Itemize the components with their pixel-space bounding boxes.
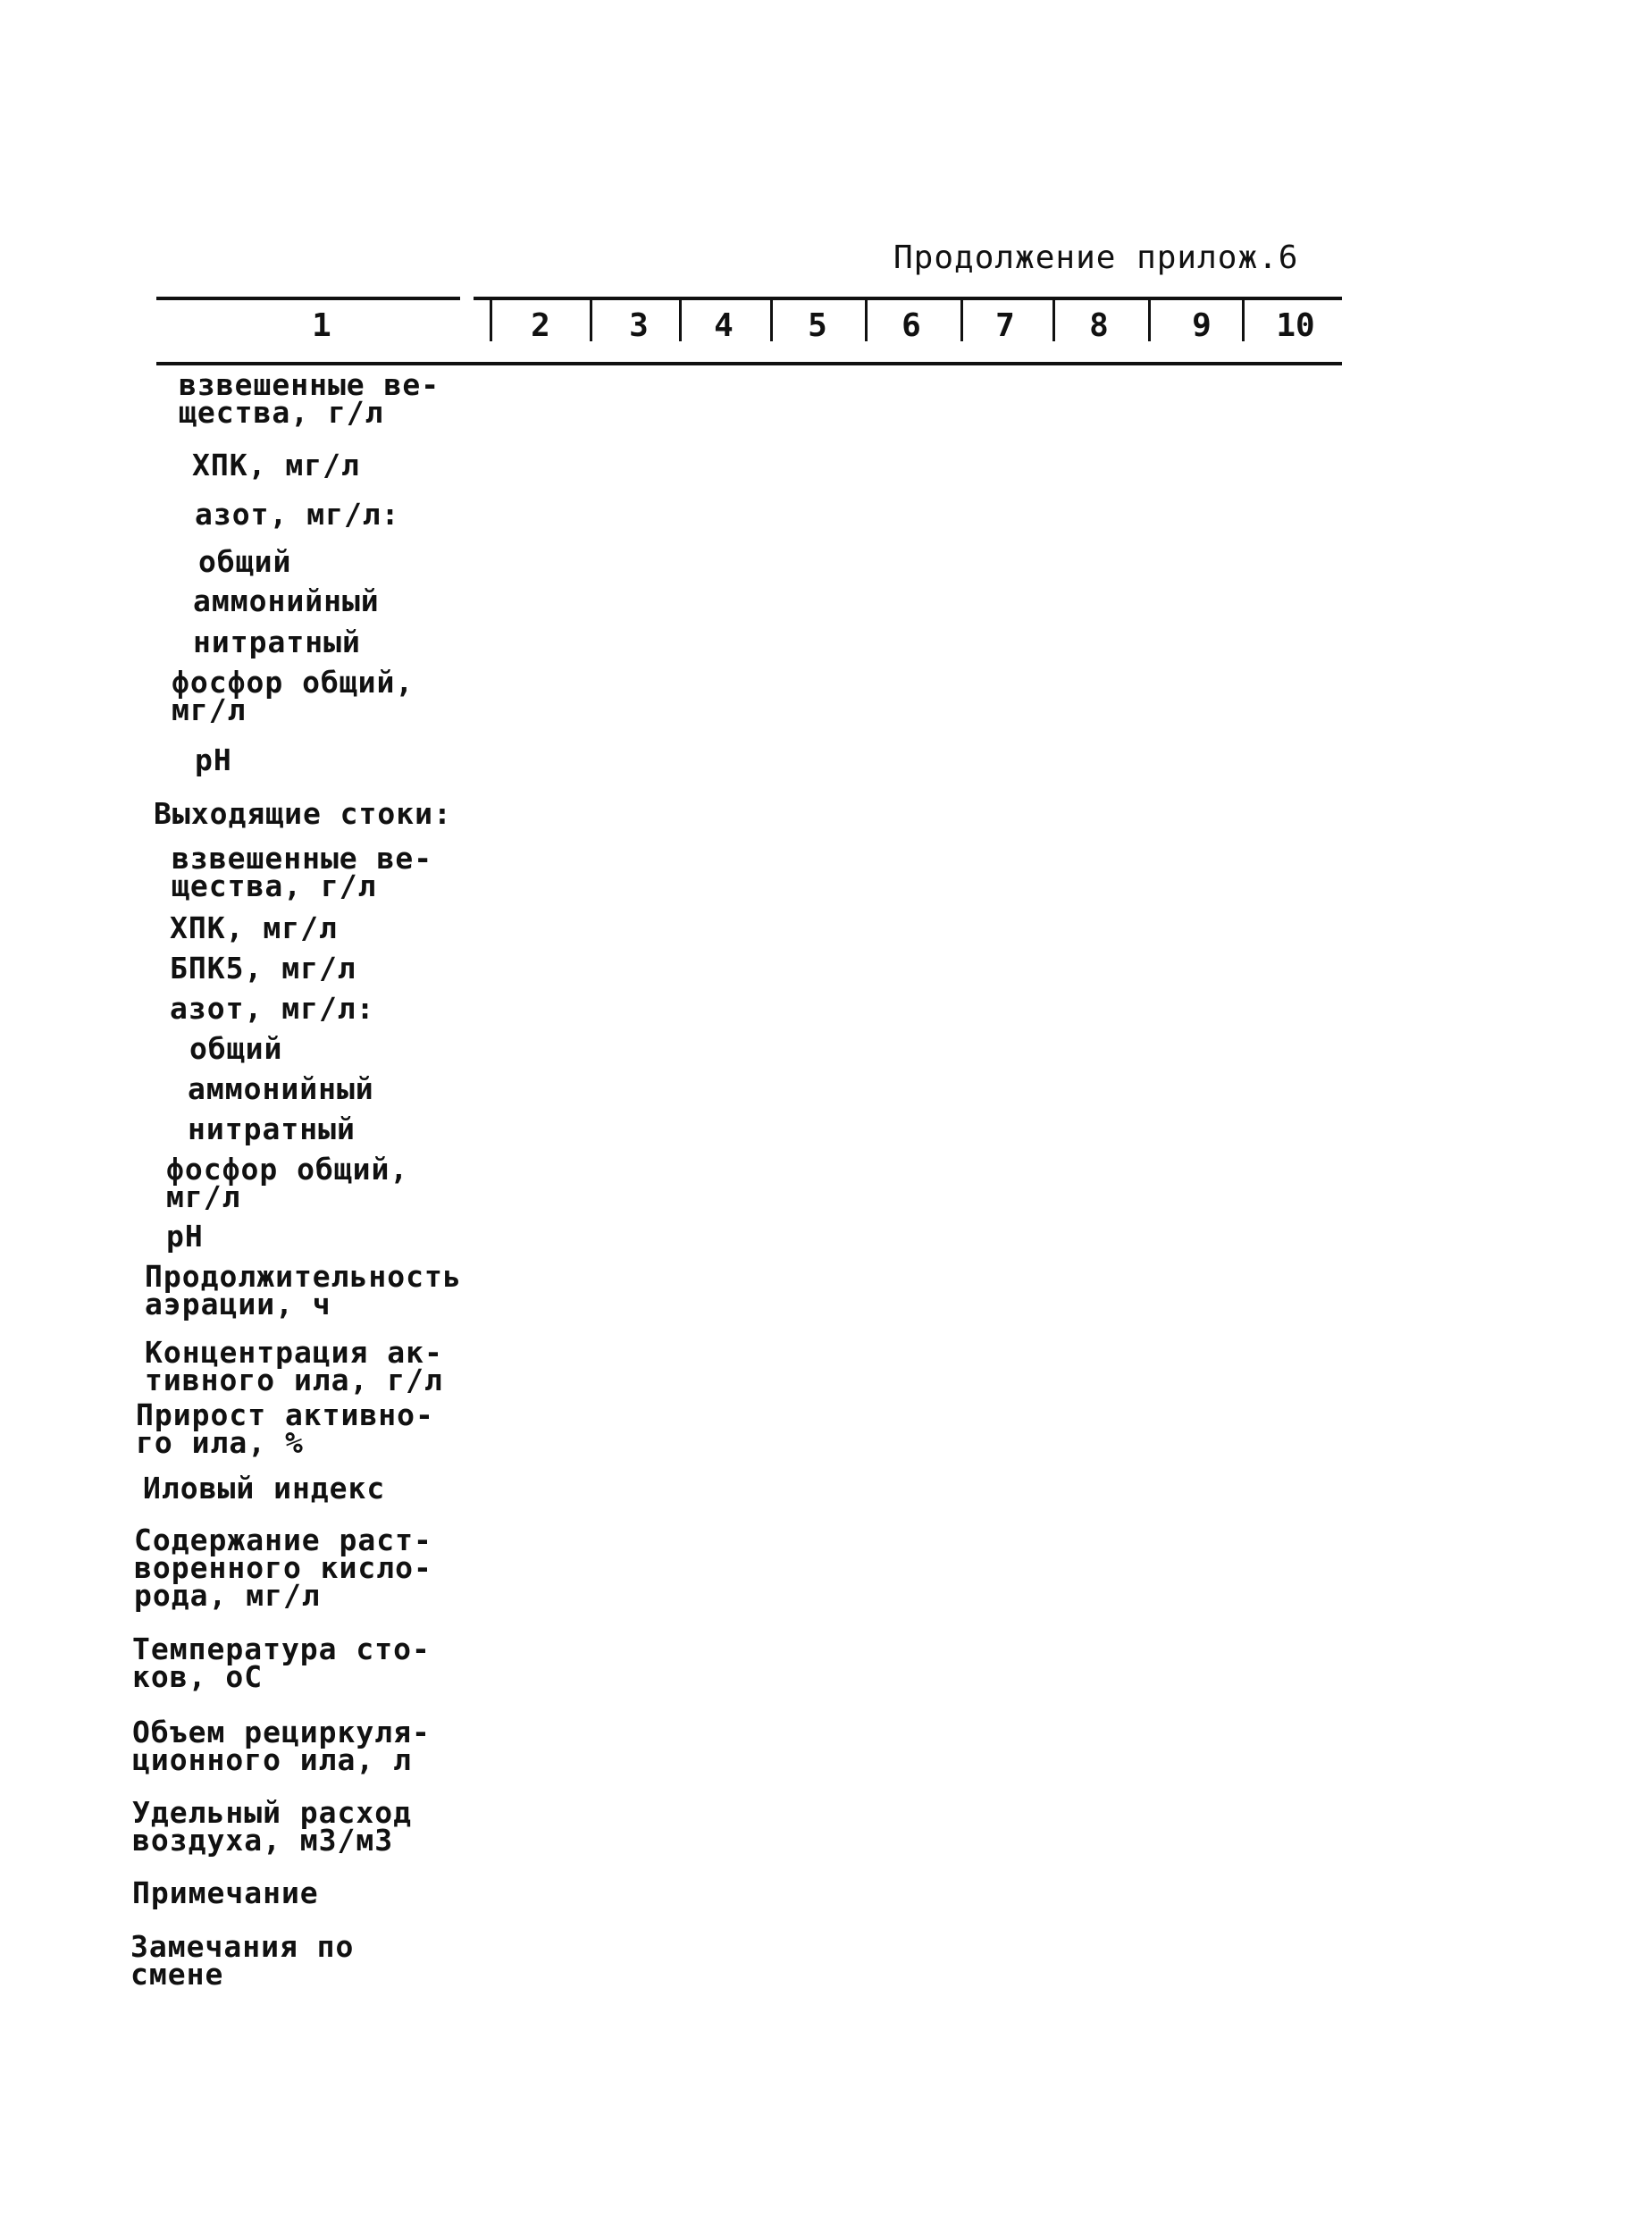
row-label-suspended-solids-out: взвешенные ве- щества, г/л [172,841,433,903]
column-header-10: 10 [1276,307,1315,344]
row-label-aeration-duration: Продолжительность аэрации, ч [145,1259,462,1321]
row-label-effluent-temperature: Температура сто- ков, оС [132,1632,431,1694]
column-header-2: 2 [531,307,550,344]
row-label-shift-remarks: Замечания по смене [130,1929,355,1992]
row-label-nitrogen-nitrate-out: нитратный [188,1112,356,1146]
row-label-cod-in: ХПК, мг/л [192,448,360,482]
column-header-6: 6 [901,307,921,344]
row-label-nitrogen-total-in: общий [198,544,292,579]
column-separator [960,300,963,341]
row-label-nitrogen-out: азот, мг/л: [170,991,375,1026]
column-header-5: 5 [808,307,827,344]
row-label-specific-air-consumption: Удельный расход воздуха, м3/м3 [132,1795,413,1858]
column-separator [679,300,682,341]
column-header-8: 8 [1089,307,1109,344]
continuation-heading: Продолжение прилож.6 [893,239,1299,276]
column-separator [1148,300,1151,341]
row-label-nitrogen-total-out: общий [189,1031,283,1066]
row-label-ph-out: pH [166,1219,204,1254]
column-separator [865,300,868,341]
row-label-bod5-out: БПК5, мг/л [170,951,356,986]
column-separator [1242,300,1245,341]
column-header-3: 3 [629,307,649,344]
column-separator [770,300,773,341]
row-label-nitrogen-ammonium-out: аммонийный [188,1071,374,1106]
row-label-phosphorus-out: фосфор общий, мг/л [166,1152,409,1214]
row-label-phosphorus-in: фосфор общий, мг/л [172,665,415,727]
row-label-active-sludge-concentration: Концентрация ак- тивного ила, г/л [145,1335,443,1397]
column-header-9: 9 [1192,307,1212,344]
column-separator [590,300,592,341]
column-header-1: 1 [312,307,331,344]
row-label-nitrogen-ammonium-in: аммонийный [193,583,380,618]
row-label-nitrogen-nitrate-in: нитратный [193,625,361,659]
row-label-dissolved-oxygen: Содержание раст- воренного кисло- рода, мг/л [134,1523,432,1613]
column-separator [1052,300,1055,341]
column-header-4: 4 [714,307,734,344]
row-label-recirculation-sludge-volume: Объем рециркуля- ционного ила, л [132,1715,431,1777]
table-top-rule-right [474,297,1342,300]
table-top-rule-left [156,297,460,300]
column-header-7: 7 [995,307,1015,344]
table-header-bottom-rule [156,362,1342,365]
row-label-cod-out: ХПК, мг/л [170,910,338,945]
column-separator [490,300,492,341]
row-label-ph-in: pH [195,742,232,777]
row-label-nitrogen-in: азот, мг/л: [195,497,400,532]
row-label-suspended-solids-in: взвешенные ве- щества, г/л [179,367,440,430]
row-label-outgoing-effluent: Выходящие стоки: [154,796,452,831]
row-label-active-sludge-growth: Прирост активно- го ила, % [136,1397,434,1460]
row-label-sludge-index: Иловый индекс [143,1471,386,1506]
row-label-note: Примечание [132,1875,319,1910]
